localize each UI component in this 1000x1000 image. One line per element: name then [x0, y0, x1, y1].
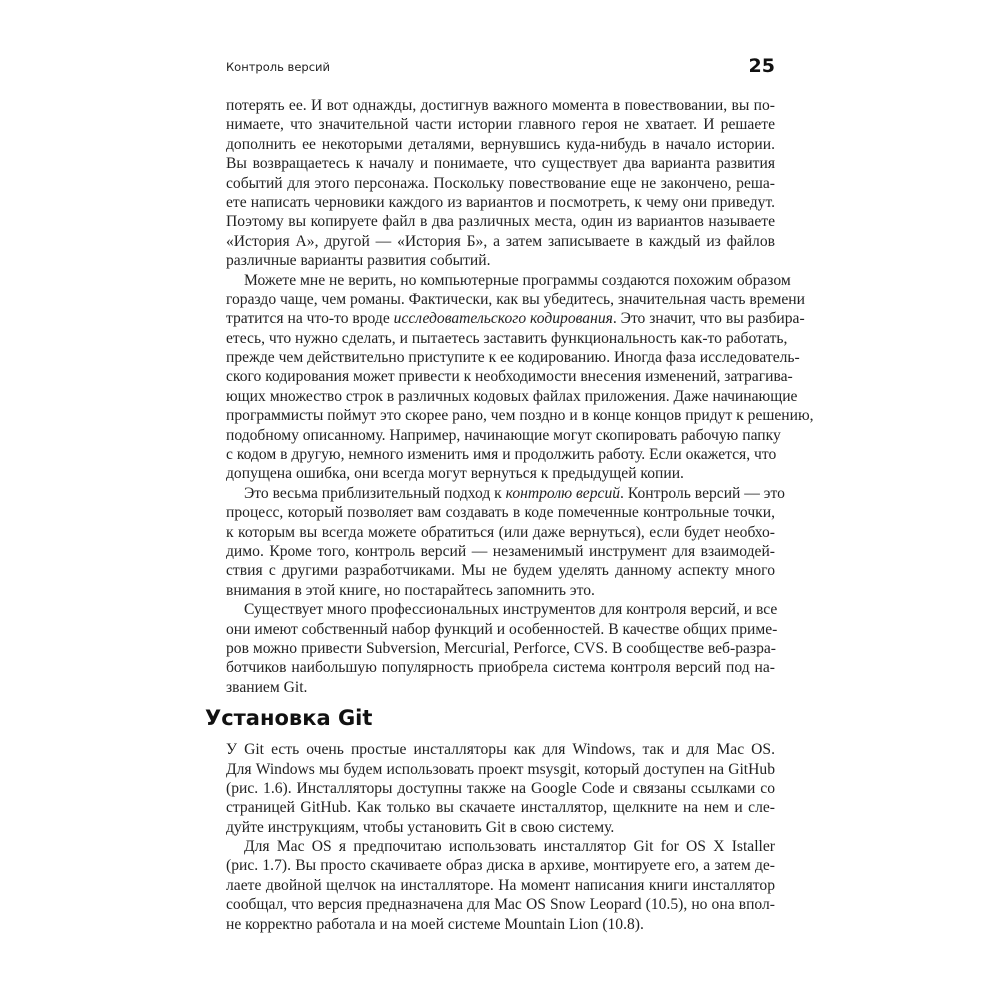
text-line: прежде чем действительно приступите к ее кодированию. Иногда фаза исследователь-	[226, 349, 800, 367]
page-number: 25	[748, 55, 775, 77]
running-header-title: Контроль версий	[226, 60, 330, 74]
text-line: допущена ошибка, они всегда могут вернуться к предыдущей копии.	[226, 465, 684, 483]
text-line: Существует много профессиональных инструментов для контроля версий, и все	[244, 601, 778, 619]
text-line: дуйте инструкциям, чтобы установить Git в свою систему.	[226, 818, 615, 836]
text-line: Можете мне не верить, но компьютерные программы создаются похожим образом	[244, 271, 791, 289]
text-line: событий для этого персонажа. Поскольку повествование еще не закончено, реша-	[226, 174, 775, 192]
text-line: димо. Кроме того, контроль версий — незаменимый инструмент для взаимодей-	[226, 542, 775, 560]
text-line: У Git есть очень простые инсталляторы как для Windows, так и для Mac OS.	[226, 741, 775, 759]
text-line: дополнить ее некоторыми деталями, вернувшись куда-нибудь в начало истории.	[226, 135, 775, 153]
text-line: етесь, что нужно сделать, и пытаетесь заставить функциональность как-то работать,	[226, 329, 788, 347]
paragraph-4	[226, 600, 778, 697]
paragraph-1	[226, 96, 775, 271]
text-line: программисты поймут это скорее рано, чем поздно и в конце концов придут к решению,	[226, 407, 814, 425]
text-line: званием Git.	[226, 678, 308, 696]
page-body	[205, 96, 814, 934]
text-line: внимания в этой книге, но постарайтесь запомнить это.	[226, 581, 595, 599]
text-line: Вы возвращаетесь к началу и понимаете, что существует два варианта развития	[226, 155, 775, 173]
paragraph-2	[226, 271, 814, 484]
text-line: к которым вы всегда можете обратиться (или даже вернуться), если будет необхо-	[226, 523, 775, 541]
text-segment: Это весьма приблизительный подход к	[244, 484, 506, 502]
text-line: страницей GitHub. Как только вы скачаете инсталлятор, щелкните на нем и сле-	[226, 799, 775, 817]
paragraph-3	[226, 484, 785, 600]
text-line: ского кодирования может привести к необходимости внесения изменений, затрагива-	[226, 368, 793, 386]
text-line: ров можно привести Subversion, Mercurial, Perforce, CVS. В сообществе веб-разра-	[226, 639, 776, 657]
text-line: Для Windows мы будем использовать проект msysgit, который доступен на GitHub	[226, 760, 775, 778]
text-line: гораздо чаще, чем романы. Фактически, как вы убедитесь, значительная часть времени	[226, 290, 805, 308]
text-line: процесс, который позволяет вам создавать в коде помеченные контрольные точки,	[226, 504, 775, 522]
text-line: ющих множество строк в различных кодовых файлах приложения. Даже начинающие	[226, 387, 798, 405]
text-line: лаете двойной щелчок на инсталляторе. На момент написания книги инсталлятор	[226, 876, 775, 894]
text-line: Для Mac OS я предпочитаю использовать инсталлятор Git for OS X Istaller	[244, 838, 775, 856]
text-line: ботчиков наибольшую популярность приобрела система контроля версий под на-	[226, 659, 775, 677]
text-line: (рис. 1.6). Инсталляторы доступны также на Google Code и связаны ссылками со	[226, 779, 775, 797]
text-line: они имеют собственный набор функций и особенностей. В качестве общих приме-	[226, 620, 778, 638]
text-line	[226, 484, 785, 503]
text-line: «История А», другой — «История Б», а затем записываете в каждый из файлов	[226, 232, 775, 250]
text-line: подобному описанному. Например, начинающие могут скопировать рабочую папку	[226, 426, 781, 444]
text-line: ствия с другими разработчиками. Мы не будем уделять данному аспекту много	[226, 562, 775, 580]
text-line: различные варианты развития событий.	[226, 252, 491, 270]
text-line	[226, 309, 805, 328]
paragraph-5	[226, 740, 775, 837]
text-line: Поэтому вы копируете файл в два различных места, один из вариантов называете	[226, 213, 775, 231]
text-line: потерять ее. И вот однажды, достигнув важного момента в повествовании, вы по-	[226, 97, 775, 114]
italic-term: исследовательского кодирования	[393, 310, 613, 328]
section-heading: Установка Git	[205, 706, 373, 731]
text-line: нимаете, что значительной части истории главного героя не хватает. И решаете	[226, 116, 775, 134]
text-line: (рис. 1.7). Вы просто скачиваете образ диска в архиве, монтируете его, а затем де-	[226, 857, 775, 875]
text-line: не корректно работала и на моей системе Mountain Lion (10.8).	[226, 915, 644, 933]
text-segment: тратится на что-то вроде	[226, 310, 394, 328]
text-line: ете написать черновики каждого из вариантов и посмотреть, к чему они приведут.	[226, 193, 775, 211]
text-line: с кодом в другую, немного изменить имя и продолжить работу. Если окажется, что	[226, 446, 777, 464]
text-segment: . Контроль версий — это	[620, 484, 785, 502]
italic-term: контролю версий	[505, 484, 621, 502]
text-segment: . Это значит, что вы разбира-	[612, 310, 805, 328]
text-line: сообщал, что версия предназначена для Mac OS Snow Leopard (10.5), но она впол-	[226, 896, 775, 914]
paragraph-6	[226, 837, 775, 934]
